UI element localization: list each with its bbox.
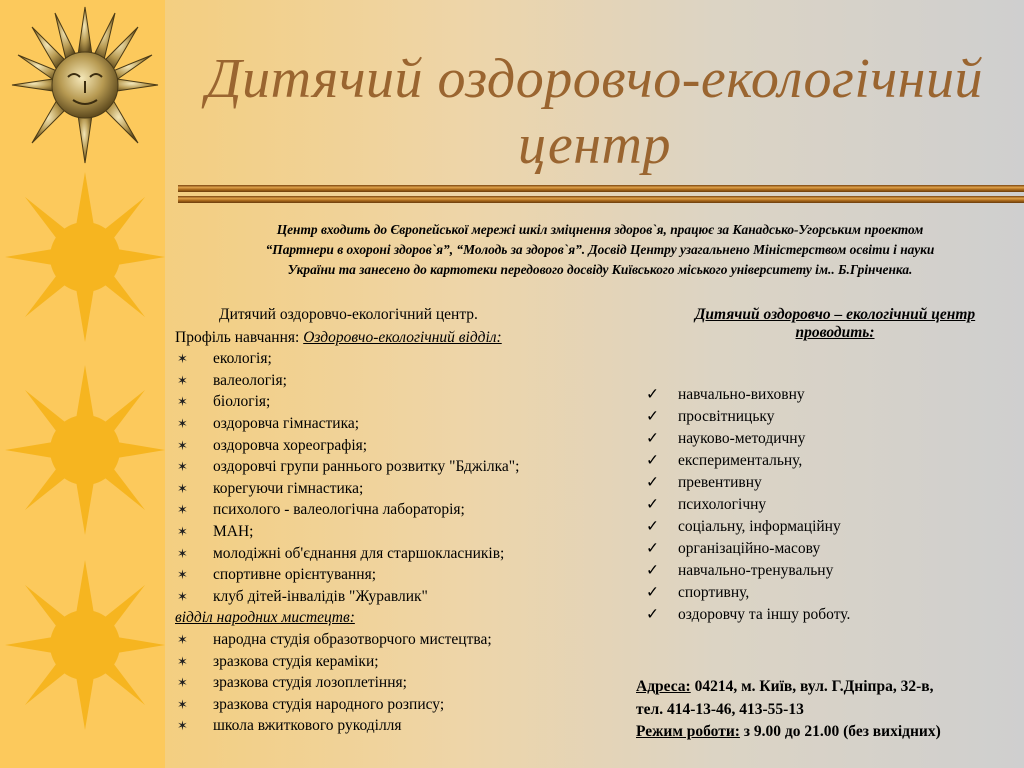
list-item-text: оздоровчі групи раннього розвитку "Бджілка"; — [213, 458, 520, 476]
activities-heading-line-1: Дитячий оздоровчо – екологічний центр — [694, 306, 976, 323]
list-item-text: школа вжиткового рукоділля — [213, 717, 402, 735]
address-value: 04214, м. Київ, вул. Г.Дніпра, 32-в, — [690, 678, 934, 695]
list-item — [640, 560, 1020, 582]
activities-heading — [640, 306, 1020, 342]
checkmark-icon: ✓ — [646, 474, 659, 491]
list-item-text: навчально-тренувальну — [678, 562, 834, 579]
star-bullet-icon: ✶ — [177, 718, 188, 734]
list-item-text: оздоровчу та іншу роботу. — [678, 606, 851, 623]
star-bullet-icon: ✶ — [177, 696, 188, 712]
list-item-text: психолого - валеологічна лабораторія; — [213, 501, 465, 519]
checkmark-icon: ✓ — [646, 496, 659, 513]
profile-label: Профіль навчання: — [175, 328, 300, 346]
list-item-text: просвітницьку — [678, 408, 775, 425]
title-divider — [178, 183, 1024, 205]
list-item — [640, 384, 1020, 406]
sun-icon — [5, 560, 165, 730]
hours-label: Режим роботи: — [636, 723, 740, 740]
list-item — [175, 478, 630, 500]
sun-icon — [5, 172, 165, 342]
list-item-text: оздоровча хореографія; — [213, 436, 368, 454]
list-item-text: біологія; — [213, 393, 271, 411]
list-item-text: зразкова студія народного розпису; — [213, 695, 445, 713]
star-bullet-icon: ✶ — [177, 480, 188, 496]
list-item — [175, 694, 630, 716]
star-bullet-icon: ✶ — [177, 588, 188, 604]
list-item — [175, 391, 630, 413]
checkmark-icon: ✓ — [646, 386, 659, 403]
contact-block — [636, 676, 1021, 744]
list-item-text: клуб дітей-інвалідів "Журавлик" — [213, 587, 428, 605]
list-item — [175, 348, 630, 370]
checkmark-icon: ✓ — [646, 408, 659, 425]
list-item — [640, 582, 1020, 604]
checkmark-icon: ✓ — [646, 540, 659, 557]
list-item — [175, 413, 630, 435]
ecology-list — [175, 348, 630, 607]
star-bullet-icon: ✶ — [177, 351, 188, 367]
list-item-text: організаційно-масову — [678, 540, 821, 557]
sun-face-icon — [10, 5, 160, 165]
list-item-text: зразкова студія кераміки; — [213, 652, 379, 670]
folk-arts-department: відділ народних мистецтв: — [175, 609, 355, 627]
star-bullet-icon: ✶ — [177, 394, 188, 410]
star-bullet-icon: ✶ — [177, 545, 188, 561]
star-bullet-icon: ✶ — [177, 437, 188, 453]
profile-heading: Дитячий оздоровчо-екологічний центр. — [219, 306, 478, 323]
list-item-text: оздоровча гімнастика; — [213, 414, 360, 432]
list-item — [175, 499, 630, 521]
list-item-text: народна студія образотворчого мистецтва; — [213, 630, 492, 648]
list-item-text: молодіжні об'єднання для старшокласників; — [213, 544, 505, 562]
list-item — [175, 435, 630, 457]
list-item — [175, 543, 630, 565]
checkmark-icon: ✓ — [646, 518, 659, 535]
intro-paragraph — [185, 220, 1015, 280]
star-bullet-icon: ✶ — [177, 372, 188, 388]
list-item-text: спортивну, — [678, 584, 750, 601]
address-line — [636, 676, 1021, 699]
list-item-text: спортивне орієнтування; — [213, 566, 376, 584]
list-item — [175, 715, 630, 737]
list-item-text: екологія; — [213, 350, 272, 368]
list-item-text: зразкова студія лозоплетіння; — [213, 674, 407, 692]
address-label: Адреса: — [636, 678, 691, 695]
list-item-text: корегуючи гімнастика; — [213, 479, 364, 497]
list-item — [175, 456, 630, 478]
title-line-2: центр — [518, 114, 671, 176]
list-item — [175, 629, 630, 651]
list-item — [175, 651, 630, 673]
star-bullet-icon: ✶ — [177, 567, 188, 583]
list-item — [640, 472, 1020, 494]
intro-line-3: України та занесено до картотеки передового досвіду Київського міського університету ім.. Б.Грінченка. — [287, 262, 913, 277]
phone-line: тел. 414-13-46, 413-55-13 — [636, 700, 804, 718]
intro-line-2: “Партнери в охороні здоров`я”, “Молодь за здоров`я”. Досвід Центру узагальнено Міністерством освіти і науки — [265, 242, 935, 257]
sun-sidebar — [0, 0, 165, 768]
list-item-text: соціальну, інформаційну — [678, 518, 841, 535]
list-item — [175, 564, 630, 586]
list-item — [175, 672, 630, 694]
checkmark-icon: ✓ — [646, 562, 659, 579]
sun-icon — [5, 365, 165, 535]
hours-value: з 9.00 до 21.00 (без вихідних) — [739, 723, 941, 740]
star-bullet-icon: ✶ — [177, 415, 188, 431]
star-bullet-icon: ✶ — [177, 459, 188, 475]
activities-column — [640, 306, 1020, 626]
page-title — [165, 46, 1024, 178]
list-item — [640, 450, 1020, 472]
title-line-1: Дитячий оздоровчо-екологічний — [206, 48, 983, 110]
list-item — [640, 538, 1020, 560]
star-bullet-icon: ✶ — [177, 653, 188, 669]
checkmark-icon: ✓ — [646, 452, 659, 469]
profile-department: Оздоровчо-екологічний відділ: — [303, 328, 502, 346]
list-item-text: валеологія; — [213, 371, 287, 389]
intro-line-1: Центр входить до Європейської мережі шкіл зміцнення здоров`я, працює за Канадсько-Угорським проектом — [276, 222, 924, 237]
list-item — [640, 516, 1020, 538]
list-item-text: МАН; — [213, 522, 254, 540]
list-item — [175, 521, 630, 543]
list-item-text: навчально-виховну — [678, 386, 805, 403]
checkmark-icon: ✓ — [646, 430, 659, 447]
folk-arts-list — [175, 629, 630, 737]
list-item-text: науково-методичну — [678, 430, 806, 447]
checkmark-icon: ✓ — [646, 584, 659, 601]
list-item — [640, 604, 1020, 626]
list-item — [640, 406, 1020, 428]
star-bullet-icon: ✶ — [177, 631, 188, 647]
list-item — [175, 586, 630, 608]
list-item — [175, 370, 630, 392]
hours-line — [636, 721, 1021, 744]
list-item-text: експериментальну, — [678, 452, 803, 469]
list-item — [640, 428, 1020, 450]
star-bullet-icon: ✶ — [177, 675, 188, 691]
checkmark-icon: ✓ — [646, 606, 659, 623]
list-item — [640, 494, 1020, 516]
list-item-text: психологічну — [678, 496, 767, 513]
list-item-text: превентивну — [678, 474, 762, 491]
profile-column — [175, 304, 630, 737]
activities-heading-line-2: проводить: — [795, 324, 875, 341]
activities-list — [640, 384, 1020, 626]
star-bullet-icon: ✶ — [177, 502, 188, 518]
profile-line — [175, 327, 630, 349]
star-bullet-icon: ✶ — [177, 523, 188, 539]
